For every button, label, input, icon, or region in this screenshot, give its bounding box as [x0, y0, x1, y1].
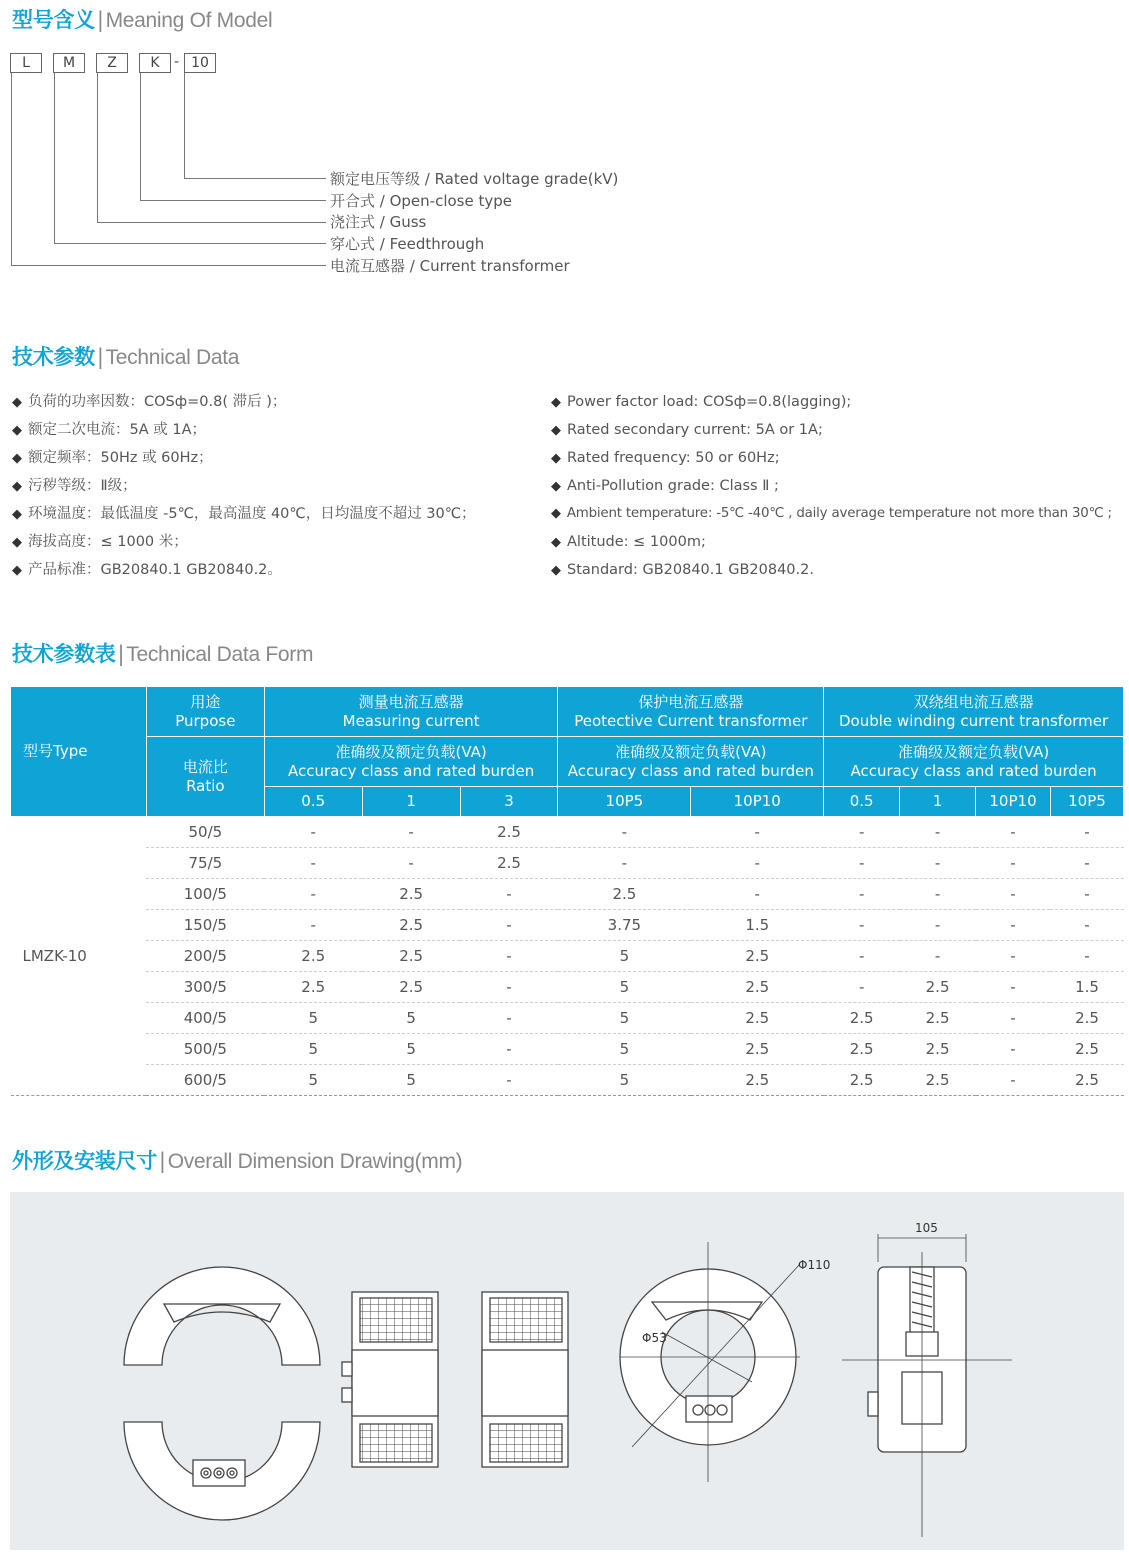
purpose-en: Purpose [175, 711, 236, 730]
class-header: 0.5 [824, 787, 900, 817]
dimension-drawing-panel [10, 1192, 1124, 1550]
side-view-right [842, 1234, 1012, 1537]
split-ring-lower [124, 1422, 320, 1520]
legend-voltage: 额定电压等级 / Rated voltage grade(kV) [330, 170, 619, 188]
bullet-text: 环境温度：最低温度 -5℃，最高温度 40℃，日均温度不超过 30℃； [28, 506, 476, 522]
section-title-sep: | [96, 345, 104, 369]
group-en: Measuring current [342, 711, 480, 730]
side-view-middle [482, 1292, 568, 1467]
table-row [11, 817, 1124, 848]
group-en: Peotective Current transformer [574, 711, 808, 730]
group-cn: 双绕组电流互感器 [913, 692, 1034, 711]
section-title-dimension [12, 1145, 462, 1175]
section-title-en: Technical Data Form [126, 643, 314, 666]
diamond-icon: ◆ [551, 563, 561, 578]
table-row [11, 879, 1124, 910]
value-cell: - [1050, 848, 1123, 879]
value-cell: - [976, 972, 1051, 1003]
value-cell: 5 [362, 1034, 460, 1065]
section-title-cn: 技术参数表 [12, 642, 116, 666]
section-title-cn: 技术参数 [12, 345, 95, 369]
table-row [11, 910, 1124, 941]
bullet-en [551, 392, 851, 413]
connector-line [140, 73, 141, 200]
value-cell: 2.5 [900, 1034, 976, 1065]
group-header-measuring [264, 687, 558, 737]
value-cell: - [976, 879, 1051, 910]
value-cell: - [976, 817, 1051, 848]
value-cell: - [558, 817, 691, 848]
group-header-double-winding [824, 687, 1124, 737]
purpose-header [146, 687, 264, 737]
type-header: 型号Type [11, 687, 147, 817]
bullet-cn [12, 504, 476, 525]
dimension-width-label: 105 [915, 1221, 938, 1235]
code-dash: - [174, 54, 180, 70]
value-cell: - [1050, 941, 1123, 972]
bullet-text: Power factor load: COSф=0.8(lagging); [567, 394, 852, 410]
value-cell: 2.5 [900, 1065, 976, 1096]
value-cell: - [824, 848, 900, 879]
bullet-cn [12, 448, 213, 469]
value-cell: - [460, 1003, 558, 1034]
value-cell: - [976, 1034, 1051, 1065]
bullet-en [551, 420, 823, 441]
value-cell: - [691, 817, 824, 848]
ratio-cell: 75/5 [146, 848, 264, 879]
value-cell: 2.5 [691, 941, 824, 972]
diamond-icon: ◆ [12, 395, 22, 410]
legend-current-transformer: 电流互感器 / Current transformer [330, 257, 570, 275]
value-cell: 3.75 [558, 910, 691, 941]
value-cell: - [460, 1065, 558, 1096]
value-cell: - [976, 1003, 1051, 1034]
section-title-sep: | [96, 8, 104, 32]
connector-line [184, 73, 185, 178]
class-header: 1 [900, 787, 976, 817]
class-header: 10P10 [976, 787, 1051, 817]
value-cell: 2.5 [824, 1065, 900, 1096]
value-cell: - [264, 910, 362, 941]
model-cell: LMZK-10 [11, 817, 147, 1096]
front-view-ring [620, 1242, 800, 1482]
value-cell: - [824, 972, 900, 1003]
bullet-en [551, 504, 1112, 524]
ratio-en: Ratio [186, 776, 225, 795]
connector-line [54, 243, 326, 244]
accuracy-en: Accuracy class and rated burden [567, 761, 814, 780]
value-cell: 5 [264, 1065, 362, 1096]
value-cell: - [460, 941, 558, 972]
dimension-inner-label: Φ53 [642, 1331, 667, 1345]
table-row [11, 1003, 1124, 1034]
bullet-cn [12, 532, 188, 553]
section-title-cn: 外形及安装尺寸 [12, 1149, 157, 1173]
section-title-cn: 型号含义 [12, 8, 95, 32]
bullet-text: Altitude: ≤ 1000m; [567, 534, 706, 550]
diamond-icon: ◆ [12, 507, 22, 522]
legend-guss: 浇注式 / Guss [330, 213, 427, 231]
value-cell: 2.5 [691, 1034, 824, 1065]
value-cell: 2.5 [1050, 1003, 1123, 1034]
diamond-icon: ◆ [551, 395, 561, 410]
bullet-text: Rated secondary current: 5A or 1A; [567, 422, 823, 438]
value-cell: 5 [264, 1034, 362, 1065]
bullet-cn [12, 420, 206, 441]
section-title-en: Overall Dimension Drawing(mm) [167, 1150, 463, 1173]
bullet-cn [12, 476, 137, 497]
value-cell: 2.5 [362, 941, 460, 972]
code-voltage: 10 [184, 53, 216, 73]
diamond-icon: ◆ [12, 423, 22, 438]
connector-line [140, 200, 326, 201]
value-cell: 2.5 [691, 1065, 824, 1096]
value-cell: - [362, 817, 460, 848]
value-cell: 5 [362, 1003, 460, 1034]
bullet-text: Ambient temperature: -5℃ -40℃ , daily average temperature not more than 30℃ ; [566, 506, 1112, 521]
diamond-icon: ◆ [551, 423, 561, 438]
value-cell: 2.5 [460, 817, 558, 848]
value-cell: 1.5 [691, 910, 824, 941]
diamond-icon: ◆ [551, 506, 561, 521]
diamond-icon: ◆ [12, 563, 22, 578]
value-cell: - [1050, 910, 1123, 941]
value-cell: - [824, 910, 900, 941]
bullet-text: 海拔高度：≤ 1000 米； [28, 534, 188, 550]
bullet-text: Anti-Pollution grade: Class Ⅱ ; [567, 478, 779, 494]
bullet-text: 负荷的功率因数：COSф=0.8( 滞后 )； [28, 394, 287, 410]
section-title-sep: | [158, 1149, 166, 1173]
code-letter-m: M [53, 53, 85, 73]
technical-data-table [10, 686, 1124, 1096]
ratio-header [146, 737, 264, 817]
code-letter-z: Z [96, 53, 128, 73]
side-view-left [342, 1292, 438, 1467]
split-ring-upper [124, 1267, 320, 1365]
value-cell: 5 [558, 1003, 691, 1034]
ratio-cell: 150/5 [146, 910, 264, 941]
accuracy-header [824, 737, 1124, 787]
table-row [11, 972, 1124, 1003]
legend-feedthrough: 穿心式 / Feedthrough [330, 235, 485, 253]
value-cell: - [976, 910, 1051, 941]
value-cell: - [976, 1065, 1051, 1096]
connector-line [97, 73, 98, 222]
bullet-text: Standard: GB20840.1 GB20840.2. [567, 562, 814, 578]
value-cell: - [900, 879, 976, 910]
value-cell: 1.5 [1050, 972, 1123, 1003]
bullet-text: 污秽等级：Ⅱ级； [28, 478, 137, 494]
diamond-icon: ◆ [12, 451, 22, 466]
connector-line [11, 73, 12, 265]
value-cell: - [824, 941, 900, 972]
code-letter-k: K [139, 53, 171, 73]
bullet-en [551, 448, 780, 469]
section-title-en: Meaning Of Model [105, 9, 273, 32]
section-title-sep: | [117, 642, 125, 666]
section-title-en: Technical Data [105, 346, 240, 369]
ratio-cell: 500/5 [146, 1034, 264, 1065]
value-cell: - [1050, 879, 1123, 910]
accuracy-cn: 准确级及额定负载(VA) [897, 742, 1050, 761]
connector-line [54, 73, 55, 243]
diamond-icon: ◆ [12, 479, 22, 494]
group-en: Double winding current transformer [839, 711, 1109, 730]
value-cell: - [900, 910, 976, 941]
ratio-cell: 400/5 [146, 1003, 264, 1034]
section-title-data-form [12, 638, 313, 668]
bullet-text: 产品标准：GB20840.1 GB20840.2。 [28, 562, 282, 578]
value-cell: - [976, 941, 1051, 972]
accuracy-header [558, 737, 824, 787]
accuracy-en: Accuracy class and rated burden [850, 761, 1097, 780]
group-cn: 保护电流互感器 [638, 692, 744, 711]
value-cell: 2.5 [264, 972, 362, 1003]
class-header: 0.5 [264, 787, 362, 817]
value-cell: - [460, 910, 558, 941]
ratio-cn: 电流比 [182, 757, 228, 776]
connector-line [184, 178, 326, 179]
value-cell: - [824, 879, 900, 910]
bullet-text: 额定二次电流：5A 或 1A； [28, 422, 207, 438]
dimension-drawing [10, 1192, 1124, 1550]
class-header: 3 [460, 787, 558, 817]
class-header: 1 [362, 787, 460, 817]
value-cell: - [691, 879, 824, 910]
value-cell: 2.5 [900, 972, 976, 1003]
connector-line [97, 222, 326, 223]
bullet-text: 额定频率：50Hz 或 60Hz； [28, 450, 213, 466]
class-header: 10P5 [1050, 787, 1123, 817]
value-cell: 2.5 [1050, 1034, 1123, 1065]
value-cell: 5 [558, 1065, 691, 1096]
value-cell: 2.5 [1050, 1065, 1123, 1096]
section-title-technical-data [12, 341, 239, 371]
ratio-cell: 100/5 [146, 879, 264, 910]
value-cell: - [976, 848, 1051, 879]
value-cell: 2.5 [362, 972, 460, 1003]
table-row [11, 1034, 1124, 1065]
group-header-protective [558, 687, 824, 737]
value-cell: 2.5 [824, 1034, 900, 1065]
diamond-icon: ◆ [551, 479, 561, 494]
diamond-icon: ◆ [551, 451, 561, 466]
accuracy-cn: 准确级及额定负载(VA) [335, 742, 487, 761]
bullet-en [551, 532, 706, 553]
value-cell: 2.5 [824, 1003, 900, 1034]
value-cell: - [264, 848, 362, 879]
value-cell: - [900, 848, 976, 879]
accuracy-cn: 准确级及额定负载(VA) [615, 742, 767, 761]
ratio-cell: 300/5 [146, 972, 264, 1003]
value-cell: - [264, 879, 362, 910]
table-row [11, 941, 1124, 972]
group-cn: 测量电流互感器 [358, 692, 464, 711]
value-cell: 5 [558, 972, 691, 1003]
value-cell: - [460, 972, 558, 1003]
value-cell: 5 [264, 1003, 362, 1034]
value-cell: - [824, 817, 900, 848]
bullet-cn [12, 392, 286, 413]
accuracy-header [264, 737, 558, 787]
value-cell: - [362, 848, 460, 879]
value-cell: - [264, 817, 362, 848]
dimension-outer-label: Φ110 [798, 1258, 831, 1272]
table-row [11, 1065, 1124, 1096]
value-cell: 2.5 [691, 1003, 824, 1034]
diamond-icon: ◆ [551, 535, 561, 550]
value-cell: 2.5 [264, 941, 362, 972]
value-cell: 5 [362, 1065, 460, 1096]
ratio-cell: 600/5 [146, 1065, 264, 1096]
value-cell: 2.5 [691, 972, 824, 1003]
legend-open-close: 开合式 / Open-close type [330, 192, 512, 210]
bullet-en [551, 476, 779, 497]
accuracy-en: Accuracy class and rated burden [288, 761, 535, 780]
value-cell: - [691, 848, 824, 879]
value-cell: - [558, 848, 691, 879]
connector-line [11, 265, 326, 266]
section-title-meaning [12, 4, 272, 34]
ratio-cell: 50/5 [146, 817, 264, 848]
ratio-cell: 200/5 [146, 941, 264, 972]
value-cell: - [460, 879, 558, 910]
bullet-en [551, 560, 814, 581]
diamond-icon: ◆ [12, 535, 22, 550]
value-cell: - [1050, 817, 1123, 848]
purpose-cn: 用途 [190, 692, 221, 711]
class-header: 10P5 [558, 787, 691, 817]
value-cell: - [460, 1034, 558, 1065]
value-cell: 5 [558, 1034, 691, 1065]
value-cell: - [900, 817, 976, 848]
value-cell: 2.5 [362, 879, 460, 910]
bullet-cn [12, 560, 282, 581]
bullet-text: Rated frequency: 50 or 60Hz; [567, 450, 780, 466]
value-cell: 2.5 [900, 1003, 976, 1034]
value-cell: 2.5 [558, 879, 691, 910]
table-row [11, 848, 1124, 879]
class-header: 10P10 [691, 787, 824, 817]
value-cell: 5 [558, 941, 691, 972]
code-letter-l: L [10, 53, 42, 73]
value-cell: 2.5 [460, 848, 558, 879]
value-cell: - [900, 941, 976, 972]
value-cell: 2.5 [362, 910, 460, 941]
